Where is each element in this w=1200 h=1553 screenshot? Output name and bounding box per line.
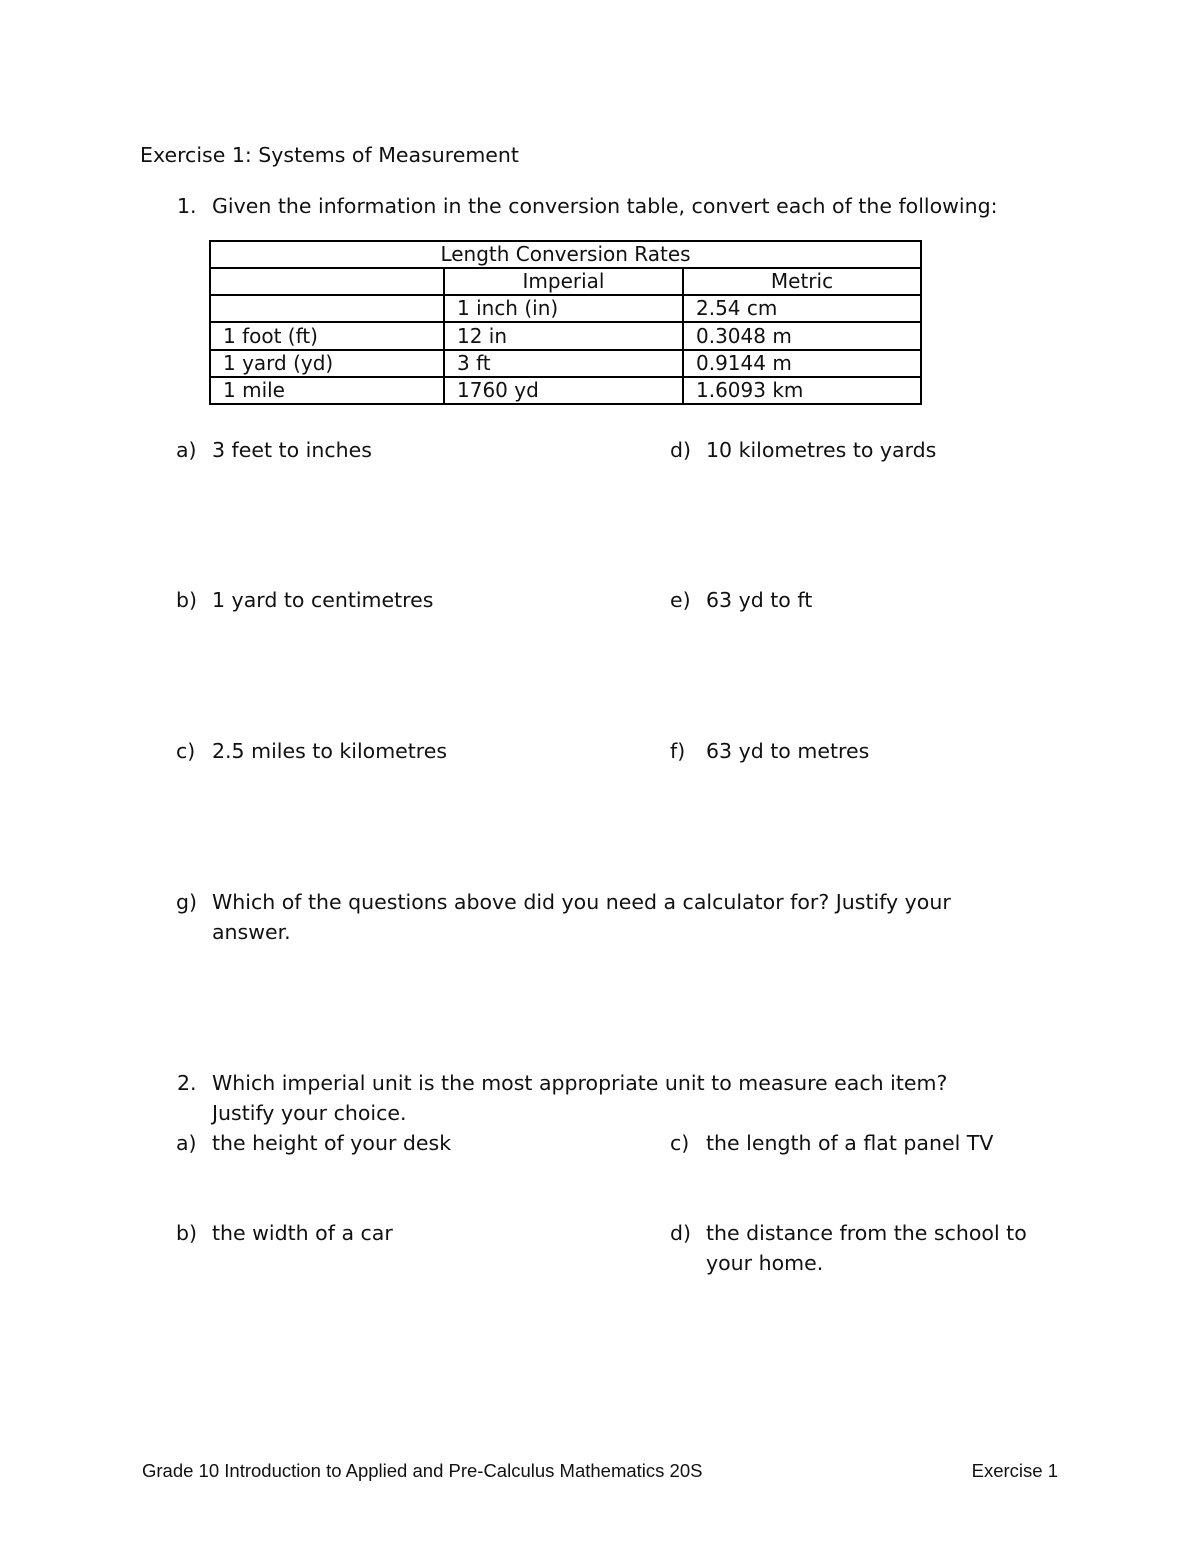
page-title: Exercise 1: Systems of Measurement: [140, 143, 519, 167]
table-header-cell: [210, 268, 444, 295]
part-g-text-line2: answer.: [212, 920, 291, 944]
table-cell: 0.9144 m: [683, 350, 921, 377]
question-2-text-line1: Which imperial unit is the most appropriate unit to measure each item?: [212, 1071, 948, 1095]
table-caption-row: [210, 241, 921, 268]
q2-part-d-text-line2: your home.: [706, 1251, 824, 1275]
q2-part-d-text-line1: the distance from the school to: [706, 1221, 1027, 1245]
q2-part-b-label: b): [176, 1221, 198, 1245]
table-header-row: [210, 268, 921, 295]
table-row: [210, 377, 921, 404]
part-b-text: 1 yard to centimetres: [212, 588, 434, 612]
part-f-text: 63 yd to metres: [706, 739, 870, 763]
table-cell: 1 foot (ft): [210, 322, 444, 349]
question-1-number: 1.: [177, 194, 197, 218]
table-cell: 0.3048 m: [683, 322, 921, 349]
table-cell: 1 inch (in): [444, 295, 683, 322]
part-b-label: b): [176, 588, 198, 612]
question-2-text-line2: Justify your choice.: [212, 1101, 407, 1125]
table-row: [210, 295, 921, 322]
table-row: [210, 350, 921, 377]
table-row: [210, 322, 921, 349]
table-cell: [210, 295, 444, 322]
table-cell: 1 mile: [210, 377, 444, 404]
table-cell: 12 in: [444, 322, 683, 349]
table-header-cell: Imperial: [444, 268, 683, 295]
q2-part-a-label: a): [176, 1131, 197, 1155]
q2-part-b-text: the width of a car: [212, 1221, 393, 1245]
table-header-cell: Metric: [683, 268, 921, 295]
part-c-label: c): [176, 739, 196, 763]
part-e-label: e): [670, 588, 691, 612]
part-a-text: 3 feet to inches: [212, 438, 372, 462]
table-cell: 1.6093 km: [683, 377, 921, 404]
table-cell: 3 ft: [444, 350, 683, 377]
table-cell: 2.54 cm: [683, 295, 921, 322]
part-e-text: 63 yd to ft: [706, 588, 813, 612]
part-g-label: g): [176, 890, 198, 914]
conversion-table: [209, 240, 922, 405]
footer-course-title: Grade 10 Introduction to Applied and Pre-Calculus Mathematics 20S: [142, 1460, 703, 1481]
part-a-label: a): [176, 438, 197, 462]
part-d-text: 10 kilometres to yards: [706, 438, 937, 462]
question-1-text: Given the information in the conversion table, convert each of the following:: [212, 194, 998, 218]
q2-part-c-label: c): [670, 1131, 690, 1155]
footer-exercise-label: Exercise 1: [971, 1460, 1058, 1481]
q2-part-c-text: the length of a flat panel TV: [706, 1131, 994, 1155]
q2-part-d-label: d): [670, 1221, 692, 1245]
part-f-label: f): [670, 739, 686, 763]
part-c-text: 2.5 miles to kilometres: [212, 739, 448, 763]
part-d-label: d): [670, 438, 692, 462]
table-caption: Length Conversion Rates: [210, 241, 921, 268]
question-2-number: 2.: [177, 1071, 197, 1095]
q2-part-a-text: the height of your desk: [212, 1131, 452, 1155]
table-cell: 1760 yd: [444, 377, 683, 404]
table-cell: 1 yard (yd): [210, 350, 444, 377]
part-g-text-line1: Which of the questions above did you need a calculator for? Justify your: [212, 890, 951, 914]
